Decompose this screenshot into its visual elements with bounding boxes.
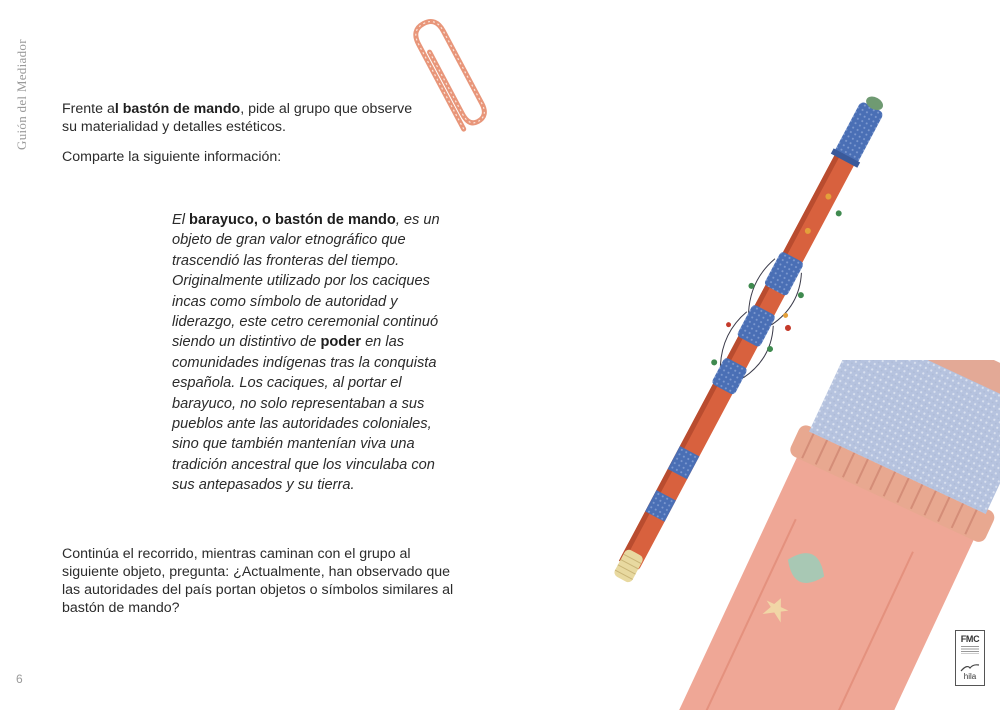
quote-bold-power: poder <box>320 334 362 351</box>
page-number: 6 <box>16 672 23 686</box>
fmc-logo-text: FMC <box>960 634 980 644</box>
quote-text-1: El <box>172 212 190 228</box>
fmc-logo-lines <box>961 646 979 654</box>
sidebar-label: Guión del Mediador <box>14 39 29 150</box>
intro-text-end: , pide al grupo que observe su materialidad y detalles estéticos. <box>62 101 413 135</box>
fmc-logo <box>955 630 985 686</box>
intro-paragraph <box>62 100 422 136</box>
baston-de-mando-illustration <box>560 75 930 620</box>
quote-bold-term: barayuco, o bastón de mando <box>189 212 396 228</box>
continue-paragraph: Continúa el recorrido, mientras caminan con el grupo al siguiente objeto, pregunta: ¿Actualmente, han observado que las autoridades del país portan objetos o símbolos similares al bastón de mando? <box>62 546 454 616</box>
quote-text-2: , es un objeto de gran valor etnográfico que trascendió las fronteras del tiempo. Originalmente utilizado por los caciques incas como símbolo de autoridad y liderazgo, este cetro ceremonial continuó siendo un distintivo de <box>172 212 440 351</box>
quote-paragraph <box>172 210 457 496</box>
hila-logo-text: hila <box>963 672 977 681</box>
intro-bold: l bastón de mando <box>114 101 241 117</box>
intro-text-start: Frente a <box>62 101 115 117</box>
share-paragraph: Comparte la siguiente información: <box>62 149 282 165</box>
paperclip-illustration <box>400 14 490 144</box>
quote-text-3: en las comunidades indígenas tras la conquista española. Los caciques, al portar el barayuco, no solo representaban a sus pueblos ante las autoridades coloniales, sino que también mantenían viva una tradición ancestral que los vinculaba con sus antepasados y su tierra. <box>172 334 437 494</box>
